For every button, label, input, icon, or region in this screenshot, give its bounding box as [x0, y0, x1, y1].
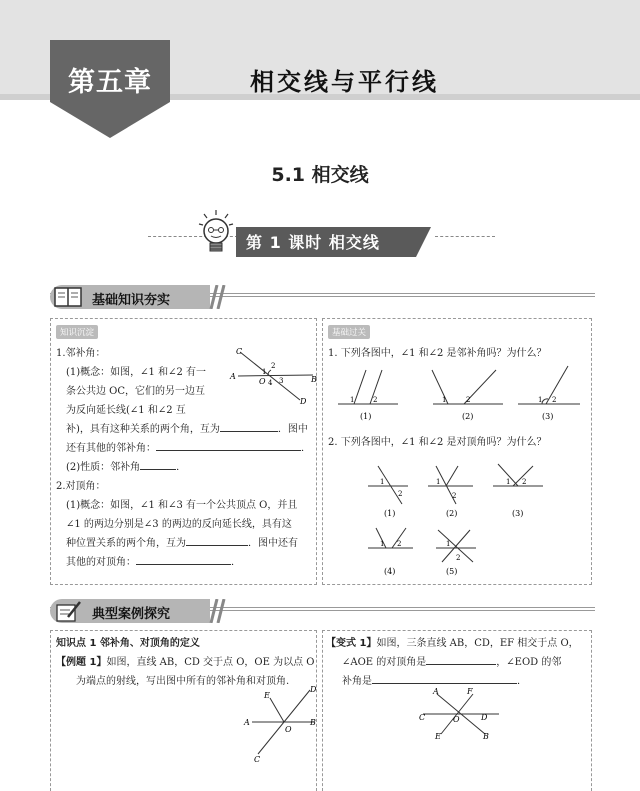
q2-caption-3: (3)	[512, 509, 524, 518]
k-line-8: 2.对顶角：	[56, 481, 106, 492]
q1-f3-angle-2: 2	[552, 396, 557, 404]
q2-f5-angle-1: 1	[446, 540, 451, 548]
fig-label-a: A	[230, 372, 236, 381]
k-line-11-tail: ．图中还有	[248, 538, 298, 549]
fig-label-d: D	[300, 397, 307, 404]
q2-figures	[328, 458, 588, 578]
pencil-icon	[56, 600, 82, 622]
k-line-4: 为反向延长线(∠1 和∠2 互	[66, 405, 186, 416]
q1-f1-angle-2: 2	[373, 396, 378, 404]
variant-figure	[415, 686, 505, 742]
fig-label-b: B	[311, 375, 317, 384]
chapter-title: 相交线与平行线	[250, 68, 439, 96]
answer-blank[interactable]	[426, 653, 496, 665]
chapter-label: 第五章	[68, 67, 152, 98]
k-line-6-tail: ．	[301, 443, 311, 454]
fig-label-o: O	[259, 377, 266, 386]
k-line-7	[66, 458, 186, 477]
k-line-10: ∠1 的两边分别是∠3 的两边的反向延长线，具有这	[66, 519, 292, 530]
var-label-b: B	[483, 732, 489, 741]
k-line-6	[66, 439, 311, 458]
var-label-d: D	[481, 713, 488, 722]
ex-label-a: A	[244, 718, 250, 727]
practice-q1: 1. 下列各图中，∠1 和∠2 是邻补角吗？为什么？	[328, 348, 547, 359]
example-line-2: 为端点的射线，写出图中所有的邻补角和对顶角.	[76, 676, 290, 687]
basics-bar-title: 基础知识夯实	[92, 293, 171, 308]
fig-angle-3: 3	[279, 377, 284, 385]
variant-line-2	[342, 653, 561, 672]
fig-angle-2: 2	[271, 362, 276, 370]
answer-blank[interactable]	[372, 672, 517, 684]
answer-blank[interactable]	[220, 420, 278, 432]
ex-label-e: E	[264, 691, 270, 700]
q2-f3-angle-2: 2	[522, 478, 527, 486]
variant-text-2b: ，∠EOD 的邻	[496, 657, 562, 668]
lesson-title: 第 1 课时 相交线	[246, 233, 380, 252]
answer-blank[interactable]	[136, 553, 231, 565]
q2-caption-1: (1)	[384, 509, 396, 518]
bar-slash-marks	[205, 285, 227, 309]
section-title: 5.1 相交线	[271, 164, 369, 186]
var-label-o: O	[453, 715, 460, 724]
q1-figures	[328, 364, 588, 424]
banner-dashed-line-right	[435, 236, 495, 237]
q1-caption-3: (3)	[542, 412, 554, 421]
k-line-12	[66, 553, 241, 572]
q2-f1-angle-2: 2	[398, 490, 403, 498]
example-figure	[240, 684, 320, 766]
example-label: 【例题 1】	[56, 657, 107, 668]
ex-label-c: C	[254, 755, 261, 764]
var-label-a: A	[433, 687, 439, 696]
variant-text-2: ∠AOE 的对顶角是	[342, 657, 427, 668]
q1-caption-2: (2)	[462, 412, 474, 421]
knowledge-point-title: 知识点 1 邻补角、对顶角的定义	[56, 638, 200, 649]
bar-slash-marks	[205, 599, 227, 623]
k-line-1: 1.邻补角：	[56, 348, 106, 359]
variant-text-3b: ．	[517, 676, 527, 687]
q2-f2-angle-1: 1	[436, 478, 441, 486]
answer-blank[interactable]	[156, 439, 301, 451]
fig-angle-4: 4	[268, 379, 273, 387]
k-line-11-text: 种位置关系的两个角，互为	[66, 538, 186, 549]
variant-text-1: 如图，三条直线 AB，CD，EF 相交于点 O，	[376, 638, 579, 649]
q2-caption-5: (5)	[446, 567, 458, 576]
var-label-e: E	[435, 732, 441, 741]
k-line-7-text: (2)性质：邻补角	[66, 462, 141, 473]
variant-text-3: 补角是	[342, 676, 372, 687]
q2-caption-4: (4)	[384, 567, 396, 576]
knowledge-figure	[228, 342, 318, 404]
k-line-6-text: 还有其他的邻补角：	[66, 443, 156, 454]
q1-f1-angle-1: 1	[350, 396, 355, 404]
fig-angle-1: 1	[262, 368, 267, 376]
variant-line-1	[326, 634, 579, 653]
k-line-3: 条公共边 OC，它们的另一边互	[66, 386, 206, 397]
q1-caption-1: (1)	[360, 412, 372, 421]
lightbulb-icon	[196, 208, 236, 260]
k-line-9: (1)概念：如图，∠1 和∠3 有一个公共顶点 O，并且	[66, 500, 298, 511]
k-line-12-text: 其他的对顶角：	[66, 557, 136, 568]
k-line-12-tail: ．	[231, 557, 241, 568]
q2-f4-angle-2: 2	[397, 540, 402, 548]
k-line-5-text: 补)，具有这种关系的两个角，互为	[66, 424, 220, 435]
knowledge-tag: 知识沉淀	[56, 325, 98, 339]
ex-label-o: O	[285, 725, 292, 734]
q2-f1-angle-1: 1	[380, 478, 385, 486]
q1-f3-angle-1: 1	[538, 396, 543, 404]
example-text-1: 如图，直线 AB，CD 交于点 O，OE 为以点 O	[106, 657, 315, 668]
variant-label: 【变式 1】	[326, 638, 377, 649]
ex-label-b: B	[310, 718, 316, 727]
answer-blank[interactable]	[186, 534, 248, 546]
k-line-5	[66, 420, 308, 439]
var-label-c: C	[419, 713, 426, 722]
k-line-11	[66, 534, 298, 553]
k-line-2: (1)概念：如图，∠1 和∠2 有一	[66, 367, 207, 378]
q1-f2-angle-1: 1	[442, 396, 447, 404]
book-icon	[54, 287, 82, 307]
ex-label-d: D	[310, 685, 317, 694]
fig-label-c: C	[236, 347, 243, 356]
k-line-5-tail: ．图中	[277, 424, 308, 435]
var-label-f: F	[467, 687, 473, 696]
practice-q2: 2. 下列各图中，∠1 和∠2 是对顶角吗？为什么？	[328, 437, 547, 448]
q2-f5-angle-2: 2	[456, 554, 461, 562]
q2-f4-angle-1: 1	[380, 540, 385, 548]
cases-bar-title: 典型案例探究	[92, 607, 171, 622]
q2-f2-angle-2: 2	[452, 492, 457, 500]
k-line-7-tail: ．	[176, 462, 187, 473]
practice-tag: 基础过关	[328, 325, 370, 339]
example-line-1	[56, 653, 314, 672]
q2-caption-2: (2)	[446, 509, 458, 518]
q2-f3-angle-1: 1	[506, 478, 511, 486]
q1-f2-angle-2: 2	[466, 396, 471, 404]
answer-blank[interactable]	[140, 458, 176, 470]
